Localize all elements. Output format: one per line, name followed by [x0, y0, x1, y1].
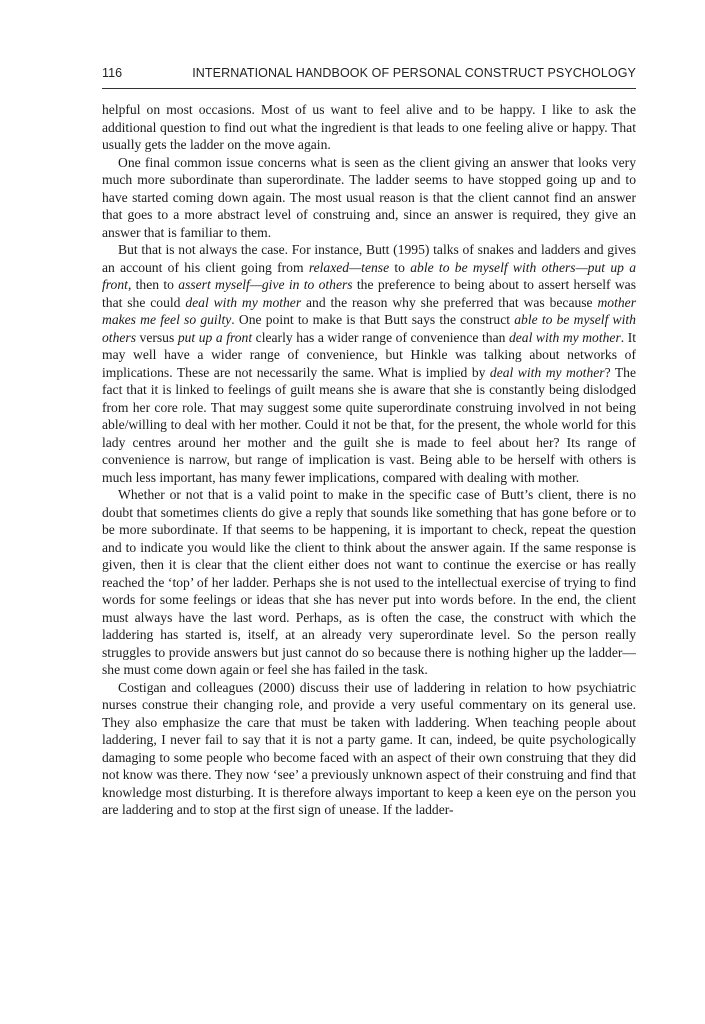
paragraph-1: helpful on most occasions. Most of us want to feel alive and to be happy. I like to ask the additional question to find out what the ingredient is that leads to one feeling alive or happy. That usually gets the ladder on the move again.	[102, 102, 636, 152]
p3-text-10: ? The fact that it is linked to feelings of guilt means she is aware that she is constantly being dislodged from her core role. That may suggest some quite superordinate construing involved in not being able/willing to deal with her mother. Could it not be that, for the present, the whole world for this lady centres around her mother and the guilt she is made to feel about her? Its range of convenience is narrow, but range of implication is vast. Being able to be herself with others is much less important, has many fewer implications, compared with dealing with mother.	[102, 364, 636, 485]
p3-construct-1: relaxed—tense	[308, 259, 390, 275]
p3-text-7: versus	[135, 329, 178, 345]
p3-text-3: , then to	[127, 277, 179, 292]
p3-construct-7: put up a front	[177, 329, 253, 345]
p3-construct-5: mother makes me feel so guilty	[102, 294, 636, 327]
running-header	[102, 66, 636, 80]
p3-construct-2: able to be myself with others—put up a front	[102, 259, 636, 292]
paragraph-4: Whether or not that is a valid point to make in the specific case of Butt’s client, there is no doubt that sometimes clients do give a reply that sounds like something that has gone before or to be more subordinate. If that seems to be happening, it is important to check, repeat the question and to indicate you would like the client to think about the answer again. If the same response is given, then it is clear that the client either does not want to continue the exercise or has really reached the ‘top’ of her ladder. Perhaps she is not used to the intellectual exercise of trying to find words for some feelings or ideas that she has never put into words before. In the end, the client must always have the last word. Perhaps, as is often the case, the construct with which the laddering has started is, itself, at an already very superordinate level. So the person really struggles to provide answers but just cannot do so because there is nothing higher up the ladder—she must come down again or feel she has failed in the task.	[102, 487, 636, 677]
running-title: INTERNATIONAL HANDBOOK OF PERSONAL CONSTRUCT PSYCHOLOGY	[192, 66, 636, 80]
p3-construct-6: able to be myself with others	[102, 312, 636, 345]
paragraph-5: Costigan and colleagues (2000) discuss their use of laddering in relation to how psychiatric nurses construe their changing role, and provide a very useful commentary on its general use. They also emphasize the care that must be taken with laddering. When teaching people about laddering, I never fail to say that it is not a party game. It can, indeed, be quite psychologically damaging to some people who become faced with an aspect of their own construing that they did not know was there. They now ‘see’ a previously unknown aspect of their construing and find that knowledge most disturbing. It is therefore always important to keep a keen eye on the person you are laddering and to stop at the first sign of unease. If the ladder-	[102, 679, 636, 817]
p3-text-5: and the reason why she preferred that was because	[301, 294, 598, 310]
p3-text-1: But that is not always the case. For instance, Butt (1995) talks of snakes and ladders and gives an account of his client going from	[102, 242, 636, 275]
p3-construct-4: deal with my mother	[185, 294, 302, 310]
body-text	[102, 101, 636, 819]
p3-text-2: to	[389, 259, 411, 275]
p3-text-9: . It may well have a wider range of convenience, but Hinkle was talking about networks of implications. These are not necessarily the same. What is implied by	[102, 329, 636, 380]
p3-text-8: clearly has a wider range of convenience than	[252, 329, 509, 345]
paragraph-3	[102, 241, 636, 486]
p3-construct-9: deal with my mother	[489, 364, 605, 380]
page-number: 116	[102, 66, 123, 80]
p3-construct-8: deal with my mother	[508, 329, 621, 345]
p3-text-6: . One point to make is that Butt says the construct	[231, 312, 515, 327]
p3-text-4: the preference to being about to assert herself was that she could	[102, 277, 636, 310]
paragraph-2: One final common issue concerns what is seen as the client giving an answer that looks very much more subordinate than superordinate. The ladder seems to have stopped going up and to have started coming down again. The most usual reason is that the client cannot find an answer that goes to a more abstract level of construing and, since an answer is required, they give an answer that is familiar to them.	[102, 154, 636, 240]
p3-construct-3: assert myself—give in to others	[178, 277, 353, 292]
header-rule	[102, 88, 636, 89]
